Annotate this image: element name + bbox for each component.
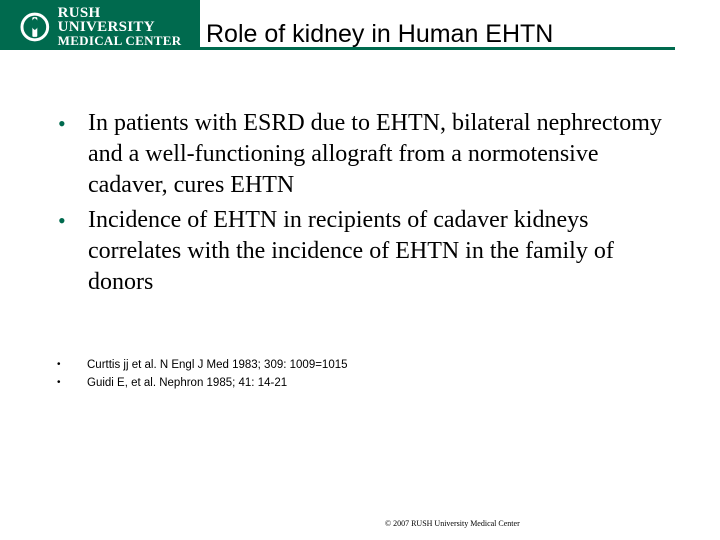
reference-text: Guidi E, et al. Nephron 1985; 41: 14-21 [87, 377, 288, 389]
main-bullet-list [55, 108, 675, 302]
bullet-dot-icon: • [58, 111, 66, 136]
copyright-footer: © 2007 RUSH University Medical Center [385, 519, 520, 528]
logo-wordmark [58, 6, 200, 48]
slide-title: Role of kidney in Human EHTN [206, 20, 554, 48]
logo-line-university: RUSH UNIVERSITY [57, 5, 155, 35]
reference-item [57, 356, 657, 374]
header-logo-band [0, 0, 200, 50]
logo-line-medical-center: MEDICAL CENTER [57, 33, 182, 48]
bullet-dot-icon: • [57, 359, 61, 370]
rush-oak-leaf-logo-icon [20, 12, 50, 42]
reference-item [57, 374, 657, 392]
reference-list [57, 356, 657, 392]
bullet-dot-icon: • [58, 208, 66, 233]
bullet-dot-icon: • [57, 377, 61, 388]
bullet-item [55, 108, 675, 201]
bullet-text: In patients with ESRD due to EHTN, bilateral nephrectomy and a well-functioning allograft from a normotensive cadaver, cures EHTN [88, 110, 662, 198]
bullet-text: Incidence of EHTN in recipients of cadaver kidneys correlates with the incidence of EHTN in the family of donors [88, 207, 614, 295]
bullet-item [55, 205, 675, 298]
reference-text: Curttis jj et al. N Engl J Med 1983; 309: 1009=1015 [87, 359, 348, 371]
rush-logo [20, 5, 200, 48]
title-bar [200, 0, 675, 50]
